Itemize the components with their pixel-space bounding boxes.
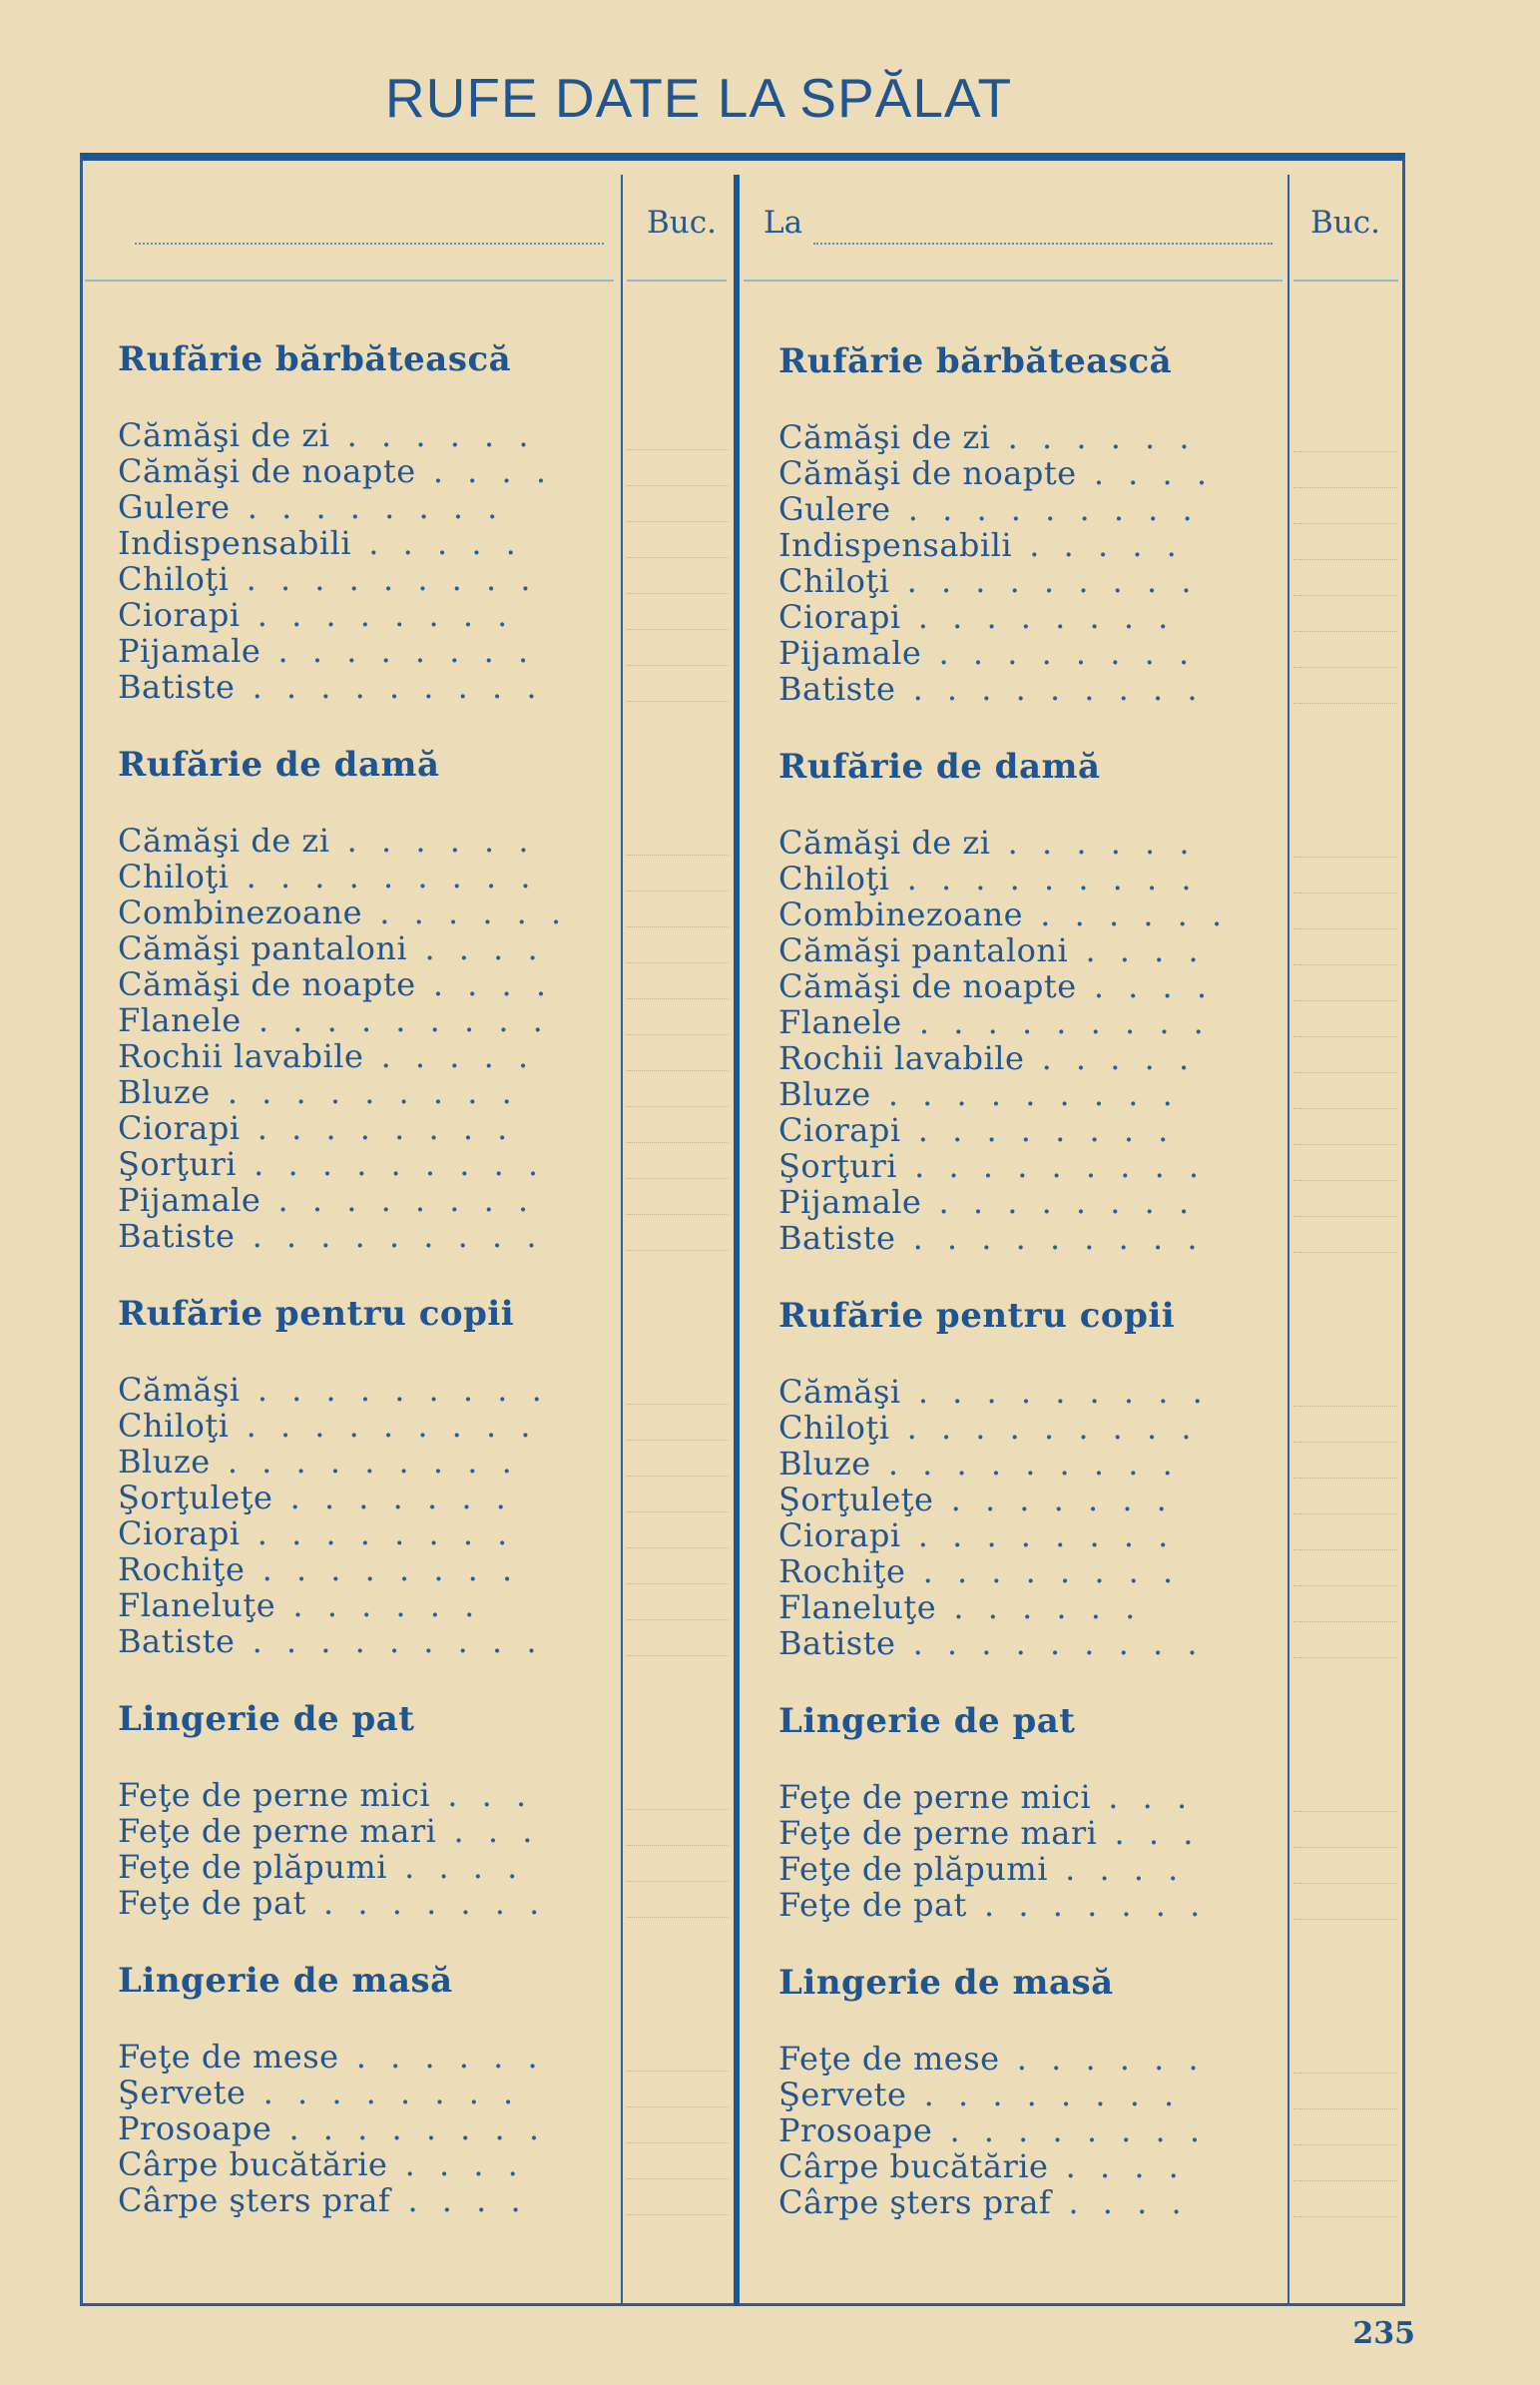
left-qty-entry[interactable] (627, 1917, 729, 1918)
left-bucati-header: Buc. (647, 205, 717, 241)
left-qty-entry[interactable] (627, 1655, 729, 1656)
section-men (778, 341, 1248, 707)
list-item: Şorţuri . . . . . . . . . (778, 1147, 1207, 1185)
right-qty-entry[interactable] (1293, 1883, 1397, 1884)
list-item: Feţe de plăpumi . . . . (118, 1848, 525, 1886)
list-item: Bluze . . . . . . . . . (778, 1075, 1180, 1113)
list-item: Cămăşi de zi . . . . . . (118, 416, 536, 454)
list-item: Cămăşi de zi . . . . . . (778, 418, 1197, 456)
list-item: Cămăşi pantaloni . . . . (118, 929, 545, 967)
right-qty-entry[interactable] (1293, 2144, 1397, 2145)
right-header-rule (744, 280, 1283, 282)
list-item: Cămăşi de noapte . . . . (118, 965, 554, 1003)
left-qty-divider (621, 175, 623, 2306)
section-women (118, 745, 587, 1254)
right-qty-header-rule (1293, 280, 1398, 282)
left-qty-entry[interactable] (627, 2071, 729, 2072)
left-qty-entry[interactable] (627, 1142, 729, 1143)
right-qty-entry[interactable] (1293, 487, 1397, 488)
right-qty-entry[interactable] (1293, 1585, 1397, 1586)
section-children (778, 1296, 1248, 1661)
list-item: Indispensabili . . . . . (118, 524, 523, 562)
left-qty-entry[interactable] (627, 2178, 729, 2179)
list-item: Rochiţe . . . . . . . . (778, 1552, 1181, 1590)
left-qty-entry[interactable] (627, 485, 729, 486)
center-divider (734, 175, 740, 2306)
list-item: Ciorapi . . . . . . . . (118, 1514, 515, 1552)
right-qty-entry[interactable] (1293, 1811, 1397, 1812)
right-qty-entry[interactable] (1293, 631, 1397, 632)
right-qty-entry[interactable] (1293, 523, 1397, 524)
left-qty-entry[interactable] (627, 2214, 729, 2215)
list-item: Batiste . . . . . . . . . (778, 670, 1205, 708)
list-item: Cămăşi de noapte . . . . (778, 454, 1215, 492)
list-item: Combinezoane . . . . . . (118, 894, 569, 931)
left-qty-entry[interactable] (627, 1511, 729, 1512)
left-qty-entry[interactable] (627, 1619, 729, 1620)
left-qty-entry[interactable] (627, 593, 729, 594)
left-qty-entry[interactable] (627, 1583, 729, 1584)
list-item: Şorţuleţe . . . . . . . (118, 1479, 513, 1516)
left-qty-entry[interactable] (627, 1881, 729, 1882)
list-item: Cămăşi de noapte . . . . (118, 452, 554, 490)
list-item: Feţe de perne mari . . . (778, 1814, 1201, 1852)
list-item: Cârpe şters praf . . . . (778, 2183, 1189, 2221)
right-item-column (778, 341, 1248, 2260)
list-item: Şorţuri . . . . . . . . . (118, 1145, 546, 1183)
right-qty-entry[interactable] (1293, 1919, 1397, 1920)
section-women (778, 747, 1248, 1256)
list-item: Chiloţi . . . . . . . . . (118, 1407, 538, 1445)
left-qty-entry[interactable] (627, 1034, 729, 1035)
right-qty-entry[interactable] (1293, 559, 1397, 560)
right-qty-entry[interactable] (1293, 964, 1397, 965)
list-item: Bluze . . . . . . . . . (118, 1443, 519, 1481)
list-item: Indispensabili . . . . . (778, 526, 1184, 564)
section-title: Lingerie de pat (778, 1701, 1076, 1741)
section-children (118, 1294, 587, 1659)
list-item: Şervete . . . . . . . . (778, 2076, 1182, 2113)
list-item: Flanele . . . . . . . . . (778, 1003, 1211, 1041)
left-qty-entry[interactable] (627, 1440, 729, 1441)
left-header-fill-line[interactable] (135, 243, 604, 245)
list-item: Feţe de perne mici . . . (118, 1776, 534, 1814)
list-item: Ciorapi . . . . . . . . (778, 1111, 1176, 1149)
list-item: Cămăşi . . . . . . . . . (118, 1371, 549, 1409)
section-title: Rufărie pentru copii (778, 1296, 1176, 1336)
section-title: Rufărie bărbătească (118, 339, 512, 379)
list-item: Feţe de mese . . . . . . (118, 2038, 545, 2076)
list-item: Ciorapi . . . . . . . . (118, 596, 515, 634)
left-qty-entry[interactable] (627, 1845, 729, 1846)
left-qty-entry[interactable] (627, 891, 729, 892)
list-item: Pijamale . . . . . . . . (118, 632, 536, 670)
right-qty-entry[interactable] (1293, 703, 1397, 704)
list-item: Cămăşi de zi . . . . . . (118, 822, 536, 860)
right-qty-divider (1287, 175, 1289, 2306)
right-qty-entry[interactable] (1293, 1216, 1397, 1217)
right-qty-entry[interactable] (1293, 1478, 1397, 1479)
list-item: Ciorapi . . . . . . . . (778, 598, 1176, 636)
section-bed-linen (118, 1699, 587, 1921)
right-qty-entry[interactable] (1293, 1621, 1397, 1622)
right-qty-entry[interactable] (1293, 1442, 1397, 1443)
section-title: Lingerie de pat (118, 1699, 415, 1739)
left-qty-entry[interactable] (627, 557, 729, 558)
left-qty-entry[interactable] (627, 1547, 729, 1548)
list-item: Combinezoane . . . . . . (778, 895, 1230, 933)
left-qty-entry[interactable] (627, 2106, 729, 2107)
right-header-prefix: La (764, 205, 803, 241)
section-title: Rufărie pentru copii (118, 1294, 515, 1334)
section-bed-linen (778, 1701, 1248, 1923)
left-qty-entry[interactable] (627, 1250, 729, 1251)
right-qty-entry[interactable] (1293, 1072, 1397, 1073)
right-qty-entry[interactable] (1293, 1252, 1397, 1253)
list-item: Cămăşi pantaloni . . . . (778, 931, 1206, 969)
list-item: Feţe de perne mici . . . (778, 1778, 1195, 1816)
list-item: Feţe de mese . . . . . . (778, 2040, 1206, 2078)
left-qty-entry[interactable] (627, 1178, 729, 1179)
list-item: Bluze . . . . . . . . . (118, 1073, 519, 1111)
list-item: Feţe de pat . . . . . . . (118, 1884, 547, 1922)
left-qty-entry[interactable] (627, 1214, 729, 1215)
right-qty-entry[interactable] (1293, 2073, 1397, 2074)
right-qty-entry[interactable] (1293, 2180, 1397, 2181)
list-item: Chiloţi . . . . . . . . . (118, 560, 538, 598)
section-title: Lingerie de masă (118, 1961, 453, 2001)
list-item: Ciorapi . . . . . . . . (778, 1516, 1176, 1554)
right-qty-entry[interactable] (1293, 2216, 1397, 2217)
list-item: Cămăşi . . . . . . . . . (778, 1373, 1210, 1411)
section-table-linen (118, 1961, 587, 2218)
list-item: Chiloţi . . . . . . . . . (778, 562, 1199, 600)
left-qty-entry[interactable] (627, 1070, 729, 1071)
right-qty-entry[interactable] (1293, 595, 1397, 596)
list-item: Feţe de plăpumi . . . . (778, 1850, 1186, 1888)
right-header-fill-line[interactable] (813, 243, 1273, 245)
left-qty-entry[interactable] (627, 1106, 729, 1107)
right-qty-entry[interactable] (1293, 1406, 1397, 1407)
left-qty-entry[interactable] (627, 665, 729, 666)
list-item: Pijamale . . . . . . . . (118, 1181, 536, 1219)
list-item: Prosoape . . . . . . . . (778, 2111, 1208, 2149)
list-item: Batiste . . . . . . . . . (118, 1622, 544, 1660)
section-table-linen (778, 1963, 1248, 2220)
list-item: Şorţuleţe . . . . . . . (778, 1481, 1174, 1518)
left-qty-entry[interactable] (627, 1404, 729, 1405)
list-item: Batiste . . . . . . . . . (778, 1219, 1205, 1257)
list-item: Batiste . . . . . . . . . (778, 1624, 1205, 1662)
right-qty-entry[interactable] (1293, 1847, 1397, 1848)
right-qty-entry[interactable] (1293, 893, 1397, 894)
page-title: RUFE DATE LA SPĂLAT (384, 67, 1013, 129)
list-item: Flaneluţe . . . . . . (118, 1586, 482, 1624)
right-qty-entry[interactable] (1293, 928, 1397, 929)
page-number: 235 (1352, 2316, 1415, 2351)
list-item: Rochiţe . . . . . . . . (118, 1550, 520, 1588)
right-qty-entry[interactable] (1293, 1513, 1397, 1514)
list-item: Pijamale . . . . . . . . (778, 1183, 1197, 1221)
right-qty-entry[interactable] (1293, 451, 1397, 452)
list-item: Batiste . . . . . . . . . (118, 668, 544, 706)
list-item: Flaneluţe . . . . . . (778, 1588, 1143, 1626)
left-qty-entry[interactable] (627, 629, 729, 630)
right-qty-entry[interactable] (1293, 857, 1397, 858)
section-title: Rufărie de damă (118, 745, 440, 785)
left-qty-entry[interactable] (627, 962, 729, 963)
list-item: Bluze . . . . . . . . . (778, 1445, 1180, 1483)
right-qty-entry[interactable] (1293, 1657, 1397, 1658)
left-header-rule (85, 280, 614, 282)
left-qty-entry[interactable] (627, 701, 729, 702)
right-qty-entry[interactable] (1293, 1000, 1397, 1001)
left-qty-entry[interactable] (627, 521, 729, 522)
left-item-column (118, 339, 587, 2258)
right-qty-entry[interactable] (1293, 1180, 1397, 1181)
right-qty-entry[interactable] (1293, 1108, 1397, 1109)
section-title: Lingerie de masă (778, 1963, 1114, 2003)
list-item: Chiloţi . . . . . . . . . (118, 858, 538, 895)
list-item: Cârpe bucătărie . . . . (778, 2147, 1186, 2185)
list-item: Cămăşi de noapte . . . . (778, 967, 1215, 1005)
list-item: Rochii lavabile . . . . . (118, 1037, 536, 1075)
list-item: Gulere . . . . . . . . (118, 488, 505, 526)
list-item: Rochii lavabile . . . . . (778, 1039, 1197, 1077)
right-bucati-header: Buc. (1310, 205, 1380, 241)
left-qty-entry[interactable] (627, 1476, 729, 1477)
left-qty-entry[interactable] (627, 2142, 729, 2143)
right-qty-entry[interactable] (1293, 1036, 1397, 1037)
list-item: Prosoape . . . . . . . . (118, 2109, 547, 2147)
list-item: Feţe de pat . . . . . . . (778, 1886, 1208, 1924)
list-item: Gulere . . . . . . . . . (778, 490, 1200, 528)
left-qty-header-rule (627, 280, 727, 282)
list-item: Batiste . . . . . . . . . (118, 1217, 544, 1255)
right-qty-entry[interactable] (1293, 1144, 1397, 1145)
section-title: Rufărie de damă (778, 747, 1101, 787)
list-item: Feţe de perne mari . . . (118, 1812, 540, 1850)
list-item: Cârpe şters praf . . . . (118, 2181, 528, 2219)
left-qty-entry[interactable] (627, 1809, 729, 1810)
left-qty-entry[interactable] (627, 998, 729, 999)
left-qty-entry[interactable] (627, 926, 729, 927)
list-item: Chiloţi . . . . . . . . . (778, 1409, 1199, 1447)
right-qty-entry[interactable] (1293, 1549, 1397, 1550)
list-item: Cârpe bucătărie . . . . (118, 2145, 525, 2183)
list-item: Şervete . . . . . . . . (118, 2074, 521, 2111)
list-item: Chiloţi . . . . . . . . . (778, 860, 1199, 897)
section-title: Rufărie bărbătească (778, 341, 1173, 381)
list-item: Cămăşi de zi . . . . . . (778, 824, 1197, 862)
list-item: Pijamale . . . . . . . . (778, 634, 1197, 672)
left-qty-entry[interactable] (627, 855, 729, 856)
list-item: Ciorapi . . . . . . . . (118, 1109, 515, 1147)
section-men (118, 339, 587, 705)
right-qty-entry[interactable] (1293, 2108, 1397, 2109)
left-qty-entry[interactable] (627, 449, 729, 450)
right-qty-entry[interactable] (1293, 667, 1397, 668)
list-item: Flanele . . . . . . . . . (118, 1001, 550, 1039)
